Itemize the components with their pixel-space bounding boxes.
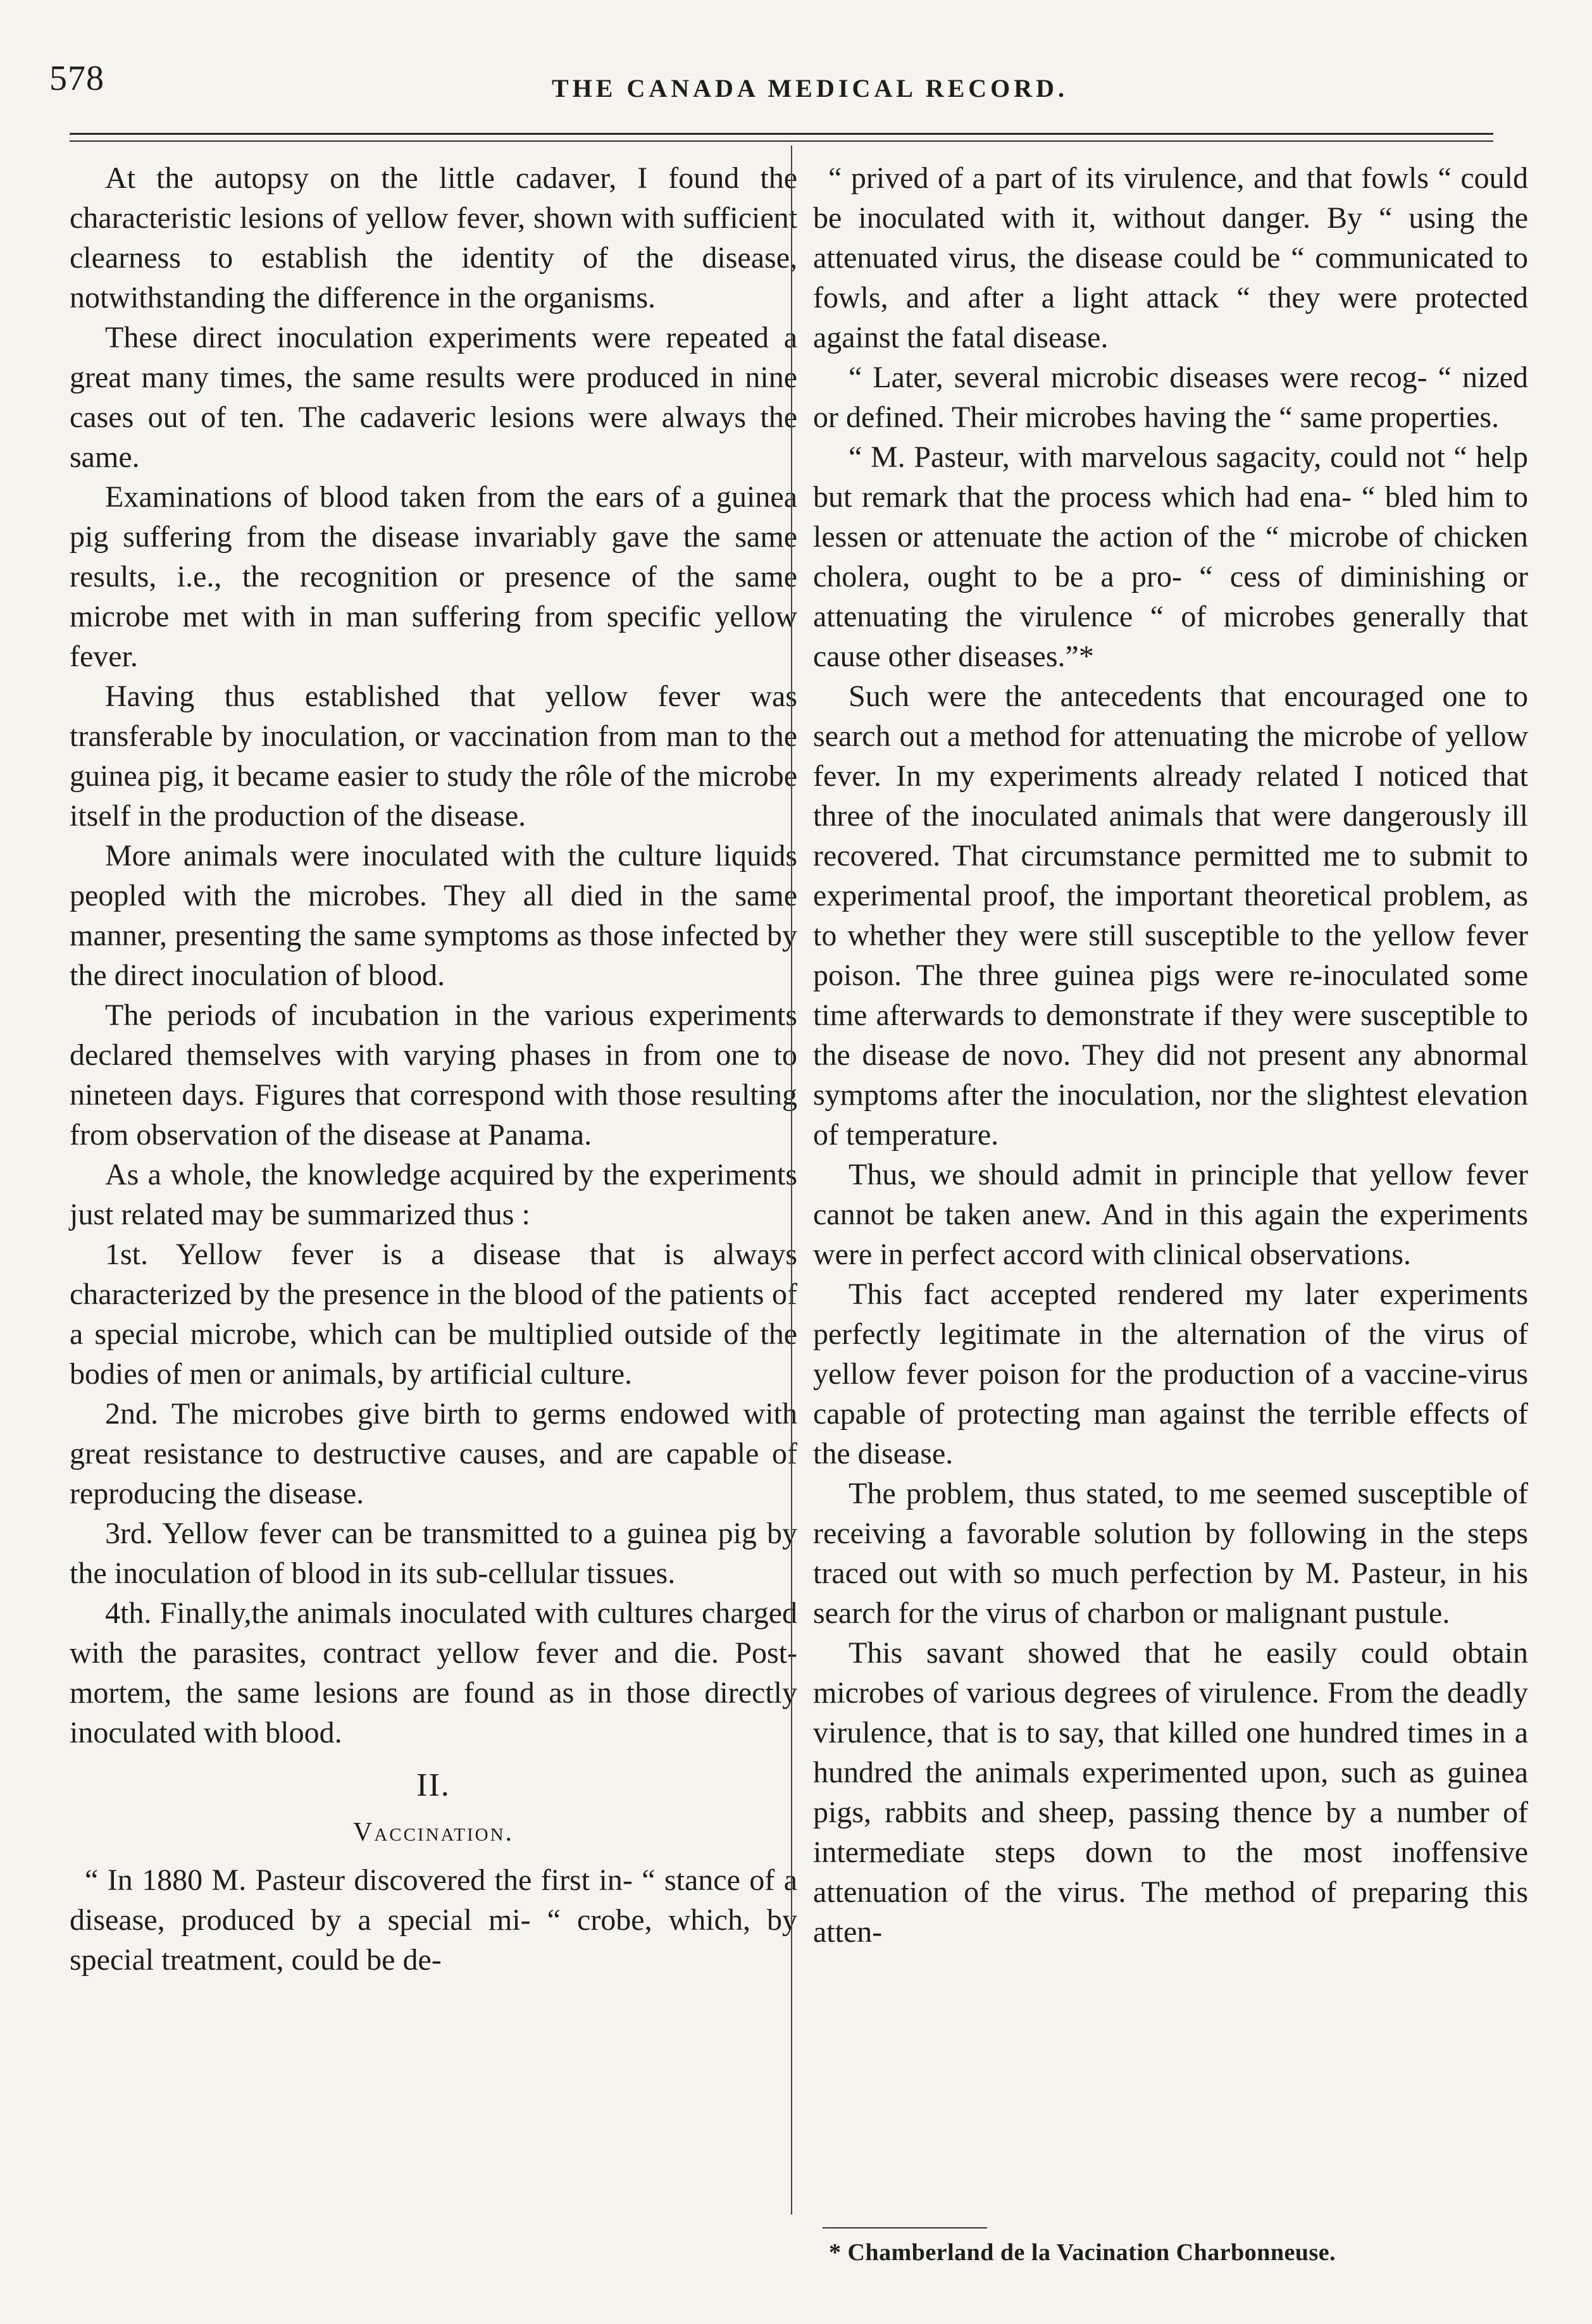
section-number: II. [416, 1767, 451, 1803]
left-column [70, 158, 797, 1980]
paragraph: “ Later, several microbic diseases were recog- “ nized or defined. Their microbes having the “ same properties. [813, 361, 1528, 434]
header-rule-bottom [70, 140, 1493, 142]
list-item: 1st. Yellow fever is a disease that is always characterized by the presence in the blood of the patients of a special microbe, which can be multiplied outside of the bodies of men or animals, by artificial culture. [70, 1238, 797, 1391]
paragraph: These direct inoculation experiments were repeated a great many times, the same results were produced in nine cases out of ten. The cadaveric lesions were always the same. [70, 321, 797, 474]
paragraph: At the autopsy on the little cadaver, I found the characteristic lesions of yellow fever, shown with sufficient clearness to establish the identity of the disease, notwithstanding the difference in the organisms. [70, 161, 797, 314]
paragraph: This savant showed that he easily could obtain microbes of various degrees of virulence. From the deadly virulence, that is to say, that killed one hundred times in a hundred the animals experimented upon, such as guinea pigs, rabbits and sheep, passing thence by a number of intermediate steps down to the most inoffensive attenuation of the virus. The method of preparing this atten- [813, 1636, 1528, 1949]
footnote: * Chamberland de la Vacination Charbonneuse. [829, 2239, 1336, 2266]
paragraph: The periods of incubation in the various experiments declared themselves with varying phases in from one to nineteen days. Figures that correspond with those resulting from observation of the disease at Panama. [70, 998, 797, 1152]
paragraph: Such were the antecedents that encouraged one to search out a method for attenuating the microbe of yellow fever. In my experiments already related I noticed that three of the inoculated animals that were dangerously ill recovered. That circumstance permitted me to submit to experimental proof, the important theoretical problem, as to whether they were still susceptible to the yellow fever poison. The three guinea pigs were re-inoculated some time afterwards to demonstrate if they were susceptible to the disease de novo. They did not present any abnormal symptoms after the inoculation, nor the slightest elevation of temperature. [813, 680, 1528, 1152]
paragraph: Thus, we should admit in principle that yellow fever cannot be taken anew. And in this again the experiments were in perfect accord with clinical observations. [813, 1158, 1528, 1271]
paragraph: “ M. Pasteur, with marvelous sagacity, could not “ help but remark that the process which had ena- “ bled him to lessen or attenuate the action of the “ microbe of chicken cholera, ought to be a pro- “ cess of diminishing or attenuating the virulence “ of microbes generally that cause other diseases.”* [813, 440, 1528, 673]
page-number: 578 [49, 59, 104, 98]
paragraph: The problem, thus stated, to me seemed susceptible of receiving a favorable solution by following in the steps traced out with so much perfection by M. Pasteur, in his search for the virus of charbon or malignant pustule. [813, 1477, 1528, 1630]
paragraph: Having thus established that yellow fever was transferable by inoculation, or vaccination from man to the guinea pig, it became easier to study the rôle of the microbe itself in the production of the disease. [70, 680, 797, 833]
paragraph: This fact accepted rendered my later experiments perfectly legitimate in the alternation of the virus of yellow fever poison for the production of a vaccine-virus capable of protecting man against the terrible effects of the disease. [813, 1277, 1528, 1470]
paragraph: “ prived of a part of its virulence, and that fowls “ could be inoculated with it, without danger. By “ using the attenuated virus, the disease could be “ communicated to fowls, and after a light attack “ they were protected against the fatal disease. [813, 161, 1528, 354]
paragraph: As a whole, the knowledge acquired by the experiments just related may be summarized thus : [70, 1158, 797, 1231]
paragraph: “ In 1880 M. Pasteur discovered the first in- “ stance of a disease, produced by a special mi- “ crobe, which, by special treatment, could be de- [70, 1863, 797, 1977]
paragraph: More animals were inoculated with the culture liquids peopled with the microbes. They all died in the same manner, presenting the same symptoms as those infected by the direct inoculation of blood. [70, 839, 797, 992]
column-divider [791, 146, 792, 2215]
list-item: 3rd. Yellow fever can be transmitted to a guinea pig by the inoculation of blood in its sub-cellular tissues. [70, 1517, 797, 1590]
header-rule-top [70, 133, 1493, 135]
list-item: 4th. Finally,the animals inoculated with cultures charged with the parasites, contract yellow fever and die. Post-mortem, the same lesions are found as in those directly inoculated with blood. [70, 1596, 797, 1749]
running-title: THE CANADA MEDICAL RECORD. [551, 74, 1069, 103]
list-item: 2nd. The microbes give birth to germs endowed with great resistance to destructive causes, and are capable of reproducing the disease. [70, 1397, 797, 1510]
page-header [0, 0, 1592, 139]
section-title: Vaccination. [352, 1818, 514, 1847]
paragraph: Examinations of blood taken from the ears of a guinea pig suffering from the disease invariably gave the same results, i.e., the recognition or presence of the same microbe met with in man suffering from specific yellow fever. [70, 480, 797, 673]
footnote-rule [823, 2227, 987, 2228]
right-column [813, 158, 1528, 1952]
